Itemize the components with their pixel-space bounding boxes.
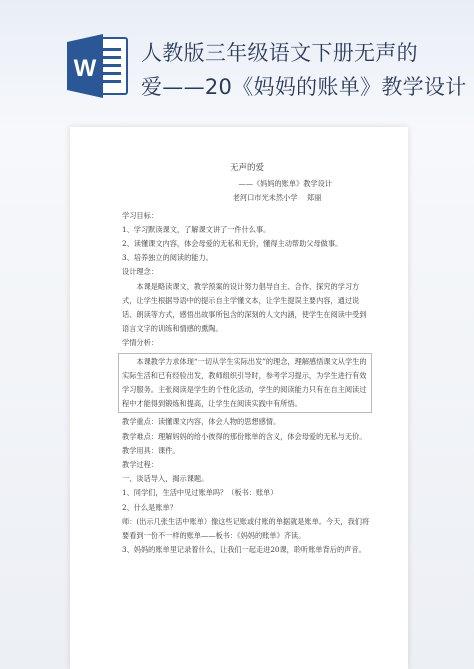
doc-line: 2、读懂课文内容，体会母爱的无私和无价，懂得主动帮助父母做事。 bbox=[122, 239, 343, 249]
document-body bbox=[122, 161, 372, 557]
doc-subtitle: ——《妈妈的账单》教学设计 bbox=[238, 179, 332, 189]
headline-line-2: 爱——20《妈妈的账单》教学设计 bbox=[141, 75, 467, 99]
doc-line: 教学用具：课件。 bbox=[122, 445, 180, 455]
doc-title: 无声的爱 bbox=[229, 163, 264, 173]
doc-line: 学习目标： bbox=[122, 210, 158, 220]
doc-line: 设计理念： bbox=[122, 267, 158, 277]
doc-line: 1、同学们，生活中见过账单吗？（板书：账单） bbox=[122, 488, 278, 498]
document-page-preview bbox=[70, 127, 408, 669]
document-headline bbox=[141, 36, 467, 104]
doc-paragraph: 本课是略读课文，教学预案的设计努力倡导自主、合作、探究的学习方式，让学生根据导语中的提示自主学懂文本，让学生提误主要内容，通过说话、朗读等方式，感悟出故事所包含的深刻的人文内涵，使学生在阅读中受到语言文字的训练和情感的熏陶。 bbox=[122, 281, 367, 334]
doc-paragraph: 师：(出示几张生活中账单）像这些记账或付账的单据就是账单。今天，我们将要看到一份不一样的账单——板书：《妈妈的账单》齐读。 bbox=[122, 516, 370, 541]
doc-line: 1、学习默读课文，了解课文讲了一件什么事。 bbox=[122, 224, 271, 234]
word-document-icon bbox=[67, 32, 129, 100]
doc-line: 学情分析： bbox=[122, 338, 158, 348]
doc-author: 老河口市光未然小学 郑丽 bbox=[232, 193, 322, 203]
doc-line: 教学过程： bbox=[122, 460, 158, 470]
doc-line: 教学重点：读懂课文内容，体会人物的思想感情。 bbox=[122, 417, 281, 427]
headline-line-1: 人教版三年级语文下册无声的 bbox=[141, 41, 418, 65]
doc-line: 2、什么是账单？ bbox=[122, 502, 177, 512]
doc-line: 教学难点：理解妈妈的给小彼得的那份账单的含义，体会母爱的无私与无价。 bbox=[122, 431, 367, 441]
doc-line: 一、谈话导入，揭示课题。 bbox=[122, 474, 209, 484]
word-logo-letter: W bbox=[73, 55, 97, 82]
doc-boxed-paragraph: 本课教学力求体现“一切从学生实际出发”的理念，理解感悟课文从学生的实际生活和已有经验出发，教师组织引导时，参考学习提示，为学生进行有效学习服务。主张阅读是学生的个性化活动，学生的阅读能力只有在自主阅读过程中才能得到锻炼和提高，让学生在阅读实践中有所悟。 bbox=[118, 353, 372, 414]
doc-line: 3、培养独立的阅读的能力。 bbox=[122, 253, 213, 263]
doc-line: 3、妈妈的账单里记录着什么，让我们一起走进20课，聆听账单背后的声音。 bbox=[122, 545, 366, 555]
